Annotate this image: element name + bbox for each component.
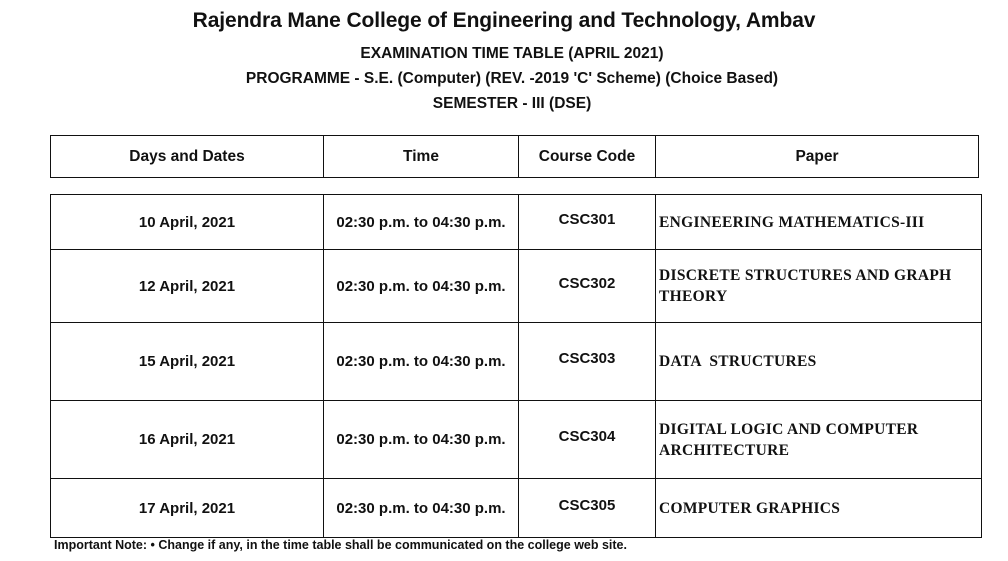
- exam-date: 10 April, 2021: [51, 195, 324, 250]
- paper-name: ENGINEERING MATHEMATICS-III: [656, 195, 982, 250]
- timetable-header: [50, 135, 979, 178]
- table-row: [51, 323, 982, 401]
- exam-time: 02:30 p.m. to 04:30 p.m.: [324, 323, 519, 401]
- exam-time: 02:30 p.m. to 04:30 p.m.: [324, 479, 519, 538]
- exam-title: EXAMINATION TIME TABLE (APRIL 2021): [360, 45, 664, 62]
- semester-line: SEMESTER - III (DSE): [432, 95, 592, 112]
- course-code: CSC304: [519, 401, 656, 479]
- course-code: CSC302: [519, 250, 656, 323]
- table-row: [51, 195, 982, 250]
- important-note: Important Note: • Change if any, in the time table shall be communicated on the college web site.: [54, 538, 627, 552]
- column-header-days-dates: Days and Dates: [51, 136, 324, 178]
- course-code: CSC303: [519, 323, 656, 401]
- paper-name: DISCRETE STRUCTURES AND GRAPH THEORY: [656, 250, 982, 323]
- column-header-time: Time: [324, 136, 519, 178]
- exam-date: 15 April, 2021: [51, 323, 324, 401]
- exam-date: 17 April, 2021: [51, 479, 324, 538]
- paper-name: DATA STRUCTURES: [656, 323, 982, 401]
- table-row: [51, 401, 982, 479]
- exam-date: 12 April, 2021: [51, 250, 324, 323]
- exam-time: 02:30 p.m. to 04:30 p.m.: [324, 250, 519, 323]
- table-row: [51, 479, 982, 538]
- exam-time: 02:30 p.m. to 04:30 p.m.: [324, 401, 519, 479]
- table-row: [51, 250, 982, 323]
- exam-date: 16 April, 2021: [51, 401, 324, 479]
- timetable-body: [50, 194, 982, 538]
- paper-name: COMPUTER GRAPHICS: [656, 479, 982, 538]
- course-code: CSC301: [519, 195, 656, 250]
- programme-line: PROGRAMME - S.E. (Computer) (REV. -2019 'C' Scheme) (Choice Based): [245, 70, 779, 87]
- paper-name: DIGITAL LOGIC AND COMPUTER ARCHITECTURE: [656, 401, 982, 479]
- course-code: CSC305: [519, 479, 656, 538]
- exam-time: 02:30 p.m. to 04:30 p.m.: [324, 195, 519, 250]
- column-header-paper: Paper: [656, 136, 979, 178]
- column-header-course-code: Course Code: [519, 136, 656, 178]
- college-title: Rajendra Mane College of Engineering and Technology, Ambav: [192, 9, 816, 32]
